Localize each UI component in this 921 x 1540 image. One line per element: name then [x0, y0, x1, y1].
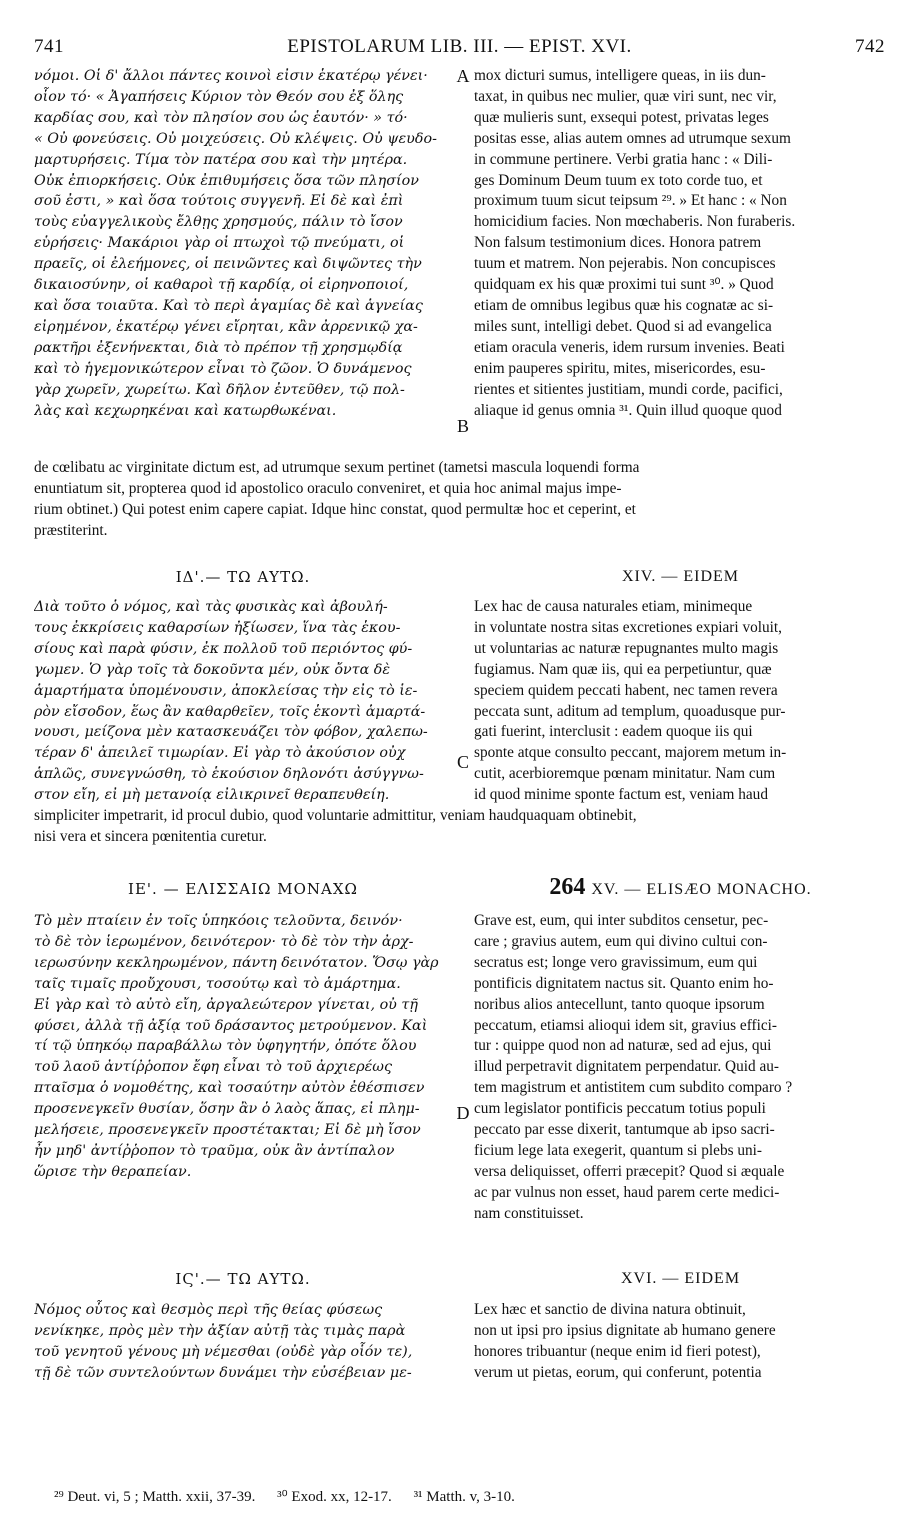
latin-heading-14: XIV. — EIDEM	[621, 568, 740, 585]
running-header	[34, 36, 885, 62]
latin-heading-16: XVI. — EIDEM	[620, 1270, 741, 1287]
footnote-30: ³⁰ Exod. xx, 12-17.	[277, 1489, 392, 1505]
footnotes	[54, 1487, 884, 1506]
margin-marker-c: C	[456, 752, 469, 772]
margin-marker-b: B	[456, 416, 469, 436]
margin-marker-a: A	[456, 66, 470, 86]
greek-text-3: Τὸ μὲν πταίειν ἐν τοῖς ὑπηκόοις τελοῦντα, δεινόν· τὸ δὲ τὸν ἱερωμένον, δεινότερον· τὸ δὲ τὸν τὴν ἀρχ- ιερωσύνην κεκληρωμένον, πάντη δεινότατον. Ὅσῳ γὰρ ταῖς τιμαῖς προὔχουσι, τοσούτῳ καὶ τὸ ἁμάρτημα. Εἰ γὰρ καὶ τὸ αὐτὸ εἴη, ἀργαλεώτερον γίνεται, οὐ τῇ φύσει, ἀλλὰ τῇ ἀξίᾳ τοῦ δράσαντος μετρούμενον. Καὶ τί τῷ ὑπηκόῳ παραβάλλω τὸν ὑφηγητήν, ὁπότε ὅλου τοῦ λαοῦ ἀντίῤῥοπον ἔφη εἶναι τὸ τοῦ ἀρχιερέως πταῖσμα ὁ νομοθέτης, καὶ τοσαύτην αὐτὸν ἐθέσπισεν προσενεγκεῖν θυσίαν, ὅσην ἂν ὁ λαὸς ἅπας, εἰ πλημ- μελήσειε, προσενεγκεῖν προστέτακται; Εἰ δὲ μὴ ἴσον ἦν μηδ' ἀντίῤῥοπον τὸ τραῦμα, οὐκ ἂν ἀντίπαλον ὥρισε τὴν θεραπείαν.	[34, 913, 439, 1180]
running-title: EPISTOLARUM LIB. III. — EPIST. XVI.	[287, 36, 632, 57]
latin-heading-15	[474, 874, 887, 901]
full-width-text-1: de cœlibatu ac virginitate dictum est, ad utrumque sexum pertinet (tametsi mascula loquendi forma enuntiatum sit, propterea quod id apostolico oraculo conveniret, et quia hoc animal majus impe- rium obtinet.) Qui potest enim capere capiat. Idque hinc constat, quod permultæ hoc et ceperint, et præstiterint.	[34, 459, 640, 539]
footnote-31: ³¹ Matth. v, 3-10.	[413, 1489, 515, 1505]
latin-text-4: Lex hæc et sanctio de divina natura obtinuit, non ut ipsi pro ipsius dignitate ab humano genere honores tribuantur (neque enim id fieri potest), verum ut pietas, eorum, qui conferunt, potentia	[474, 1301, 776, 1381]
latin-text-2: Lex hac de causa naturales etiam, minimeque in voluntate nostra sitas excretiones expiari voluit, ut voluntarias ac naturæ repugnantes multo magis fugiamus. Nam quæ iis, qui ea perpetiuntur, quæ speciem quidem peccati habent, nec tamen revera peccata sunt, aditum ad templum, quoadusque pur- gati fuerint, interclusit : eadem quoque iis qui sponte atque consulto peccant, majorem metum in- cutit, acerbioremque pœnam minitatur. Nam cum id quod minime sponte factum est, veniam haud	[474, 598, 787, 804]
latin-heading-15-text: XV. — ELISÆO MONACHO.	[591, 881, 812, 898]
column-number: 264	[549, 874, 586, 900]
greek-text-1: νόμοι. Οἱ δ' ἄλλοι πάντες κοινοὶ εἰσιν ἑκατέρῳ γένει· οἷον τό· « Ἀγαπήσεις Κύριον τὸν Θεόν σου ἐξ ὅλης καρδίας σου, καὶ τὸν πλησίον σου ὡς ἑαυτόν· » τό· « Οὐ φονεύσεις. Οὐ μοιχεύσεις. Οὐ κλέψεις. Οὐ ψευδο- μαρτυρήσεις. Τίμα τὸν πατέρα σου καὶ τὴν μητέρα. Οὐκ ἐπιορκήσεις. Οὐκ ἐπιθυμήσεις ὅσα τῶν πλησίον σοῦ ἐστι, » καὶ ὅσα τούτοις συγγενῆ. Εἰ δὲ καὶ ἐπὶ τοὺς εὐαγγελικοὺς ἔλθῃς χρησμούς, πάλιν τὸ ἴσον εὑρήσεις· Μακάριοι γὰρ οἱ πτωχοὶ τῷ πνεύματι, οἱ πραεῖς, οἱ ἐλεήμονες, οἱ πεινῶντες καὶ διψῶντες τὴν δικαιοσύνην, οἱ καθαροὶ τῇ καρδίᾳ, οἱ εἰρηνοποιοί, καὶ ὅσα τοιαῦτα. Καὶ τὸ περὶ ἀγαμίας δὲ καὶ ἁγνείας εἰρημένον, ἑκατέρῳ γένει εἴρηται, κἂν ἀρρενικῷ χα- ρακτῆρι ἐξενήνεκται, διὰ τὸ πρέπον τῇ χρησμῳδίᾳ καὶ τὸ ἡγεμονικώτερον εἶναι τὸ ζῶον. Ὁ δυνάμενος γὰρ χωρεῖν, χωρείτω. Καὶ δῆλον ἐντεῦθεν, τῷ πολ- λὰς καὶ κεχωρηκέναι καὶ κατωρθωκέναι.	[34, 68, 437, 419]
margin-marker-d: D	[456, 1103, 470, 1123]
full-width-text-2: simpliciter impetrarit, id procul dubio, quod voluntarie admittitur, veniam haudquaquam obtinebit, nisi vera et sincera pœnitentia curetur.	[34, 807, 637, 845]
greek-text-2: Διὰ τοῦτο ὁ νόμος, καὶ τὰς φυσικὰς καὶ ἀβουλή- τους ἐκκρίσεις καθαρσίων ἠξίωσεν, ἵνα τὰς ἑκου- σίους καὶ παρὰ φύσιν, ἐκ πολλοῦ τοῦ περιόντος φύ- γωμεν. Ὁ γὰρ τοῖς τὰ δοκοῦντα μέν, οὐκ ὄντα δὲ ἁμαρτήματα ὑπομένουσιν, ἀποκλείσας τὴν εἰς τὸ ἱε- ρὸν εἴσοδον, ἕως ἂν καθαρθεῖεν, τοῖς ἑκοντὶ ἁμαρτά- νουσι, μείζονα μὲν κατασκευάζει τὸν φόβον, χαλεπω- τέραν δ' ἀπειλεῖ τιμωρίαν. Εἰ γὰρ τὸ ἀκούσιον οὐχ ἁπλῶς, συνεγνώσθη, τὸ ἑκούσιον δηλονότι ἀσύγγνω- στον εἴη, εἰ μὴ μετανοίᾳ εἰλικρινεῖ θεραπευθείη.	[34, 599, 428, 804]
greek-heading-16: ΙϚ'.— ΤΩ ΑΥΤΩ.	[175, 1270, 311, 1288]
latin-text-3: Grave est, eum, qui inter subditos censetur, pec- care ; gravius autem, eum qui divino cultui con- secratus est; longe vero gravissimum, eum qui pontificis dignitatem nactus sit. Quanto enim ho- noribus alios antecellunt, tanto quoque ipsorum peccatum, etiamsi alioqui idem sit, gravius effici- tur : quippe quod non ad naturæ, sed ad ejus, qui illud perpetravit dignitatem perpendatur. Quid au- tem magistrum et antistitem cum subdito comparo ? cum legislator pontificis peccatum totius populi peccato par esse dixerit, tantumque ab ipso sacri- ficium lege lata exegerit, quantum si plebs uni- versa deliquisset, offerri præcepit? Quod si æquale ac par vulnus non esset, haud parem certe medici- nam constituisset.	[474, 912, 793, 1222]
page-number-left: 741	[34, 36, 64, 57]
footnote-29: ²⁹ Deut. vi, 5 ; Matth. xxii, 37-39.	[54, 1489, 256, 1505]
latin-text-1: mox dicturi sumus, intelligere queas, in iis dun- taxat, in quibus nec mulier, quæ viri sunt, nec vir, quæ mulieris sunt, exsequi potest, privatas leges positas esse, alias autem omnes ad utrumque sexum in commune pertinere. Verbi gratia hanc : « Dili- ges Dominum Deum tuum ex toto corde tuo, et proximum tuum sicut teipsum ²⁹. » Et hanc : « Non homicidium facies. Non mœchaberis. Non furaberis. Non falsum testimonium dices. Honora patrem tuum et matrem. Non pejerabis. Non concupisces quidquam ex his quæ proximi tui sunt ³⁰. » Quod etiam de omnibus legibus quæ his cognatæ ac si- miles sunt, intelligi debet. Quod si ad evangelica etiam oracula veneris, idem rursum invenies. Beati enim pauperes spiritu, mites, misericordes, esu- rientes et sitientes justitiam, mundi corde, pacifici, aliaque id genus omnia ³¹. Quin illud quoque quod	[474, 67, 796, 419]
greek-heading-15: ΙΕ'. — ΕΛΙΣΣΑΙΩ ΜΟΝΑΧΩ	[128, 880, 358, 898]
greek-heading-14: ΙΔ'.— ΤΩ ΑΥΤΩ.	[175, 568, 311, 586]
greek-text-4: Νόμος οὗτος καὶ θεσμὸς περὶ τῆς θείας φύσεως νενίκηκε, πρὸς μὲν τὴν ἀξίαν αὐτῇ τὰς τιμὰς παρὰ τοῦ γενητοῦ γένους μὴ νέμεσθαι (οὐδὲ γὰρ οἷόν τε), τῇ δὲ τῶν συντελούντων δυνάμει τὴν εὐσέβειαν με-	[34, 1302, 413, 1381]
page-number-right: 742	[855, 36, 885, 57]
